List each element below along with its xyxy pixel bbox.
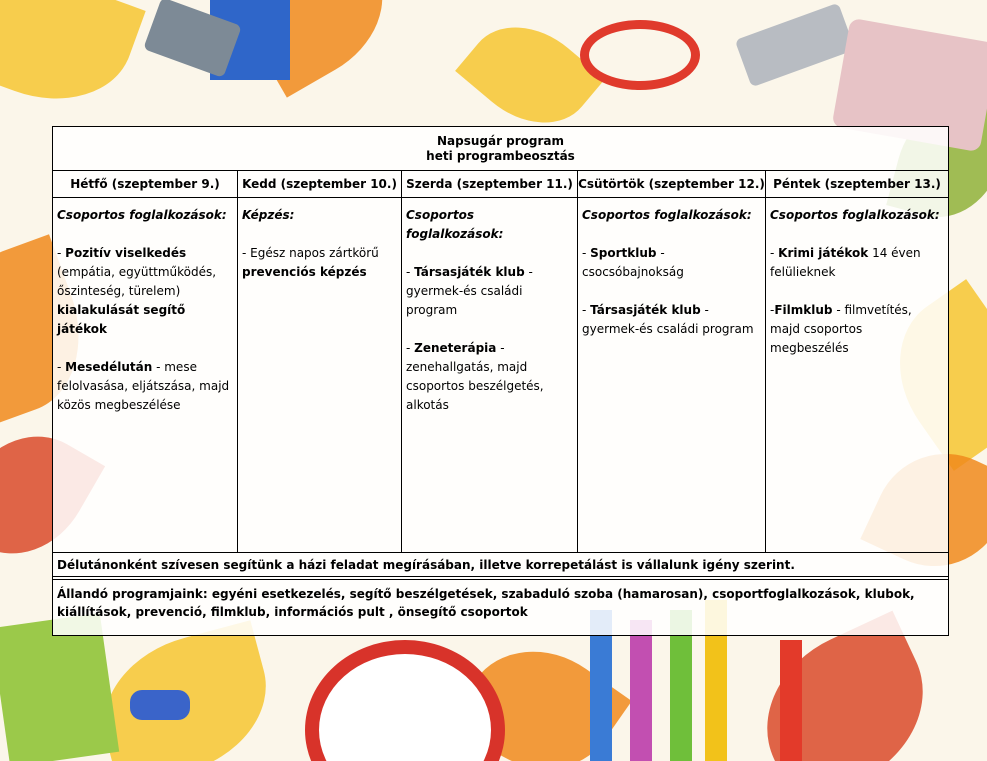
program-name: prevenciós képzés bbox=[242, 265, 367, 279]
program-entry: - Mesedélután - mese felolvasása, eljátszása, majd közös megbeszélése bbox=[57, 360, 230, 412]
leaf-decoration bbox=[0, 0, 146, 124]
homework-help-note: Délutánonként szívesen segítünk a házi feladat megírásában, illetve korrepetálást is vállalunk igény szerint. bbox=[53, 553, 948, 577]
program-description: - Egész napos zártkörű bbox=[242, 246, 379, 260]
program-description: - zenehallgatás, majd csoportos beszélgetés, alkotás bbox=[406, 341, 544, 412]
program-description: - filmvetítés, majd csoportos megbeszélés bbox=[770, 303, 912, 355]
day-header: Hétfő (szeptember 9.) bbox=[53, 171, 237, 198]
day-header: Szerda (szeptember 11.) bbox=[402, 171, 577, 198]
day-content bbox=[578, 198, 765, 339]
day-column-wednesday bbox=[402, 171, 578, 552]
pencil-decoration bbox=[780, 640, 802, 761]
program-description: - csocsóbajnokság bbox=[582, 246, 684, 279]
day-content bbox=[53, 198, 237, 415]
day-content bbox=[238, 198, 401, 282]
program-name: Zeneterápia bbox=[414, 341, 497, 355]
pencil-decoration bbox=[630, 620, 652, 761]
category-label: Képzés: bbox=[242, 208, 295, 222]
program-description: - gyermek-és családi program bbox=[406, 265, 533, 317]
program-description: - mese felolvasása, eljátszása, majd közös megbeszélése bbox=[57, 360, 230, 412]
program-entry: - Társasjáték klub - gyermek-és családi program bbox=[582, 303, 754, 336]
program-name: kialakulását segítő játékok bbox=[57, 303, 186, 336]
day-header: Kedd (szeptember 10.) bbox=[238, 171, 401, 198]
title-line-1: Napsugár program bbox=[436, 134, 565, 148]
category-label: Csoportos foglalkozások: bbox=[582, 208, 752, 222]
day-content bbox=[402, 198, 577, 415]
program-entry: - Krimi játékok 14 éven felülieknek bbox=[770, 246, 921, 279]
category-label: Csoportos foglalkozások: bbox=[770, 208, 940, 222]
program-name: Sportklub bbox=[590, 246, 657, 260]
category-label: Csoportos foglalkozások: bbox=[406, 208, 504, 241]
day-content bbox=[766, 198, 948, 358]
day-column-monday bbox=[53, 171, 238, 552]
day-column-friday bbox=[766, 171, 948, 552]
permanent-programs-note: Állandó programjaink: egyéni esetkezelés, segítő beszélgetések, szabaduló szoba (hamarosan), csoportfoglalkozások, klubok, kiállítások, prevenció, filmklub, információs pult , önsegítő csoportok bbox=[53, 579, 948, 635]
program-entry: -Filmklub - filmvetítés, majd csoportos megbeszélés bbox=[770, 303, 912, 355]
pushpin-decoration bbox=[130, 690, 190, 720]
program-name: Krimi játékok bbox=[778, 246, 869, 260]
program-name: Társasjáték klub bbox=[590, 303, 701, 317]
day-header: Péntek (szeptember 13.) bbox=[766, 171, 948, 198]
title-line-2: heti programbeosztás bbox=[426, 149, 575, 163]
category-label: Csoportos foglalkozások: bbox=[57, 208, 227, 222]
program-entry: - Pozitív viselkedés (empátia, együttműködés, őszinteség, türelem) kialakulását segítő játékok bbox=[57, 246, 217, 336]
weekly-schedule-table bbox=[52, 126, 949, 636]
scissors-decoration bbox=[580, 20, 700, 90]
alarm-clock-decoration bbox=[305, 640, 505, 761]
program-entry bbox=[242, 244, 397, 282]
program-entry: - Társasjáték klub - gyermek-és családi program bbox=[406, 265, 533, 317]
program-description: (empátia, együttműködés, őszinteség, türelem) bbox=[57, 265, 217, 298]
program-name: Filmklub bbox=[774, 303, 833, 317]
usb-stick-decoration bbox=[735, 3, 855, 88]
program-name: Pozitív viselkedés bbox=[65, 246, 187, 260]
program-name: Társasjáték klub bbox=[414, 265, 525, 279]
schedule-title bbox=[53, 127, 948, 171]
day-column-tuesday bbox=[238, 171, 402, 552]
program-description: - gyermek-és családi program bbox=[582, 303, 754, 336]
days-grid bbox=[53, 171, 948, 553]
day-column-thursday bbox=[578, 171, 766, 552]
program-entry: - Sportklub - csocsóbajnokság bbox=[582, 246, 684, 279]
program-name: Mesedélután bbox=[65, 360, 153, 374]
program-description: 14 éven felülieknek bbox=[770, 246, 921, 279]
day-header: Csütörtök (szeptember 12.) bbox=[578, 171, 765, 198]
program-entry: - Zeneterápia - zenehallgatás, majd csoportos beszélgetés, alkotás bbox=[406, 341, 544, 412]
